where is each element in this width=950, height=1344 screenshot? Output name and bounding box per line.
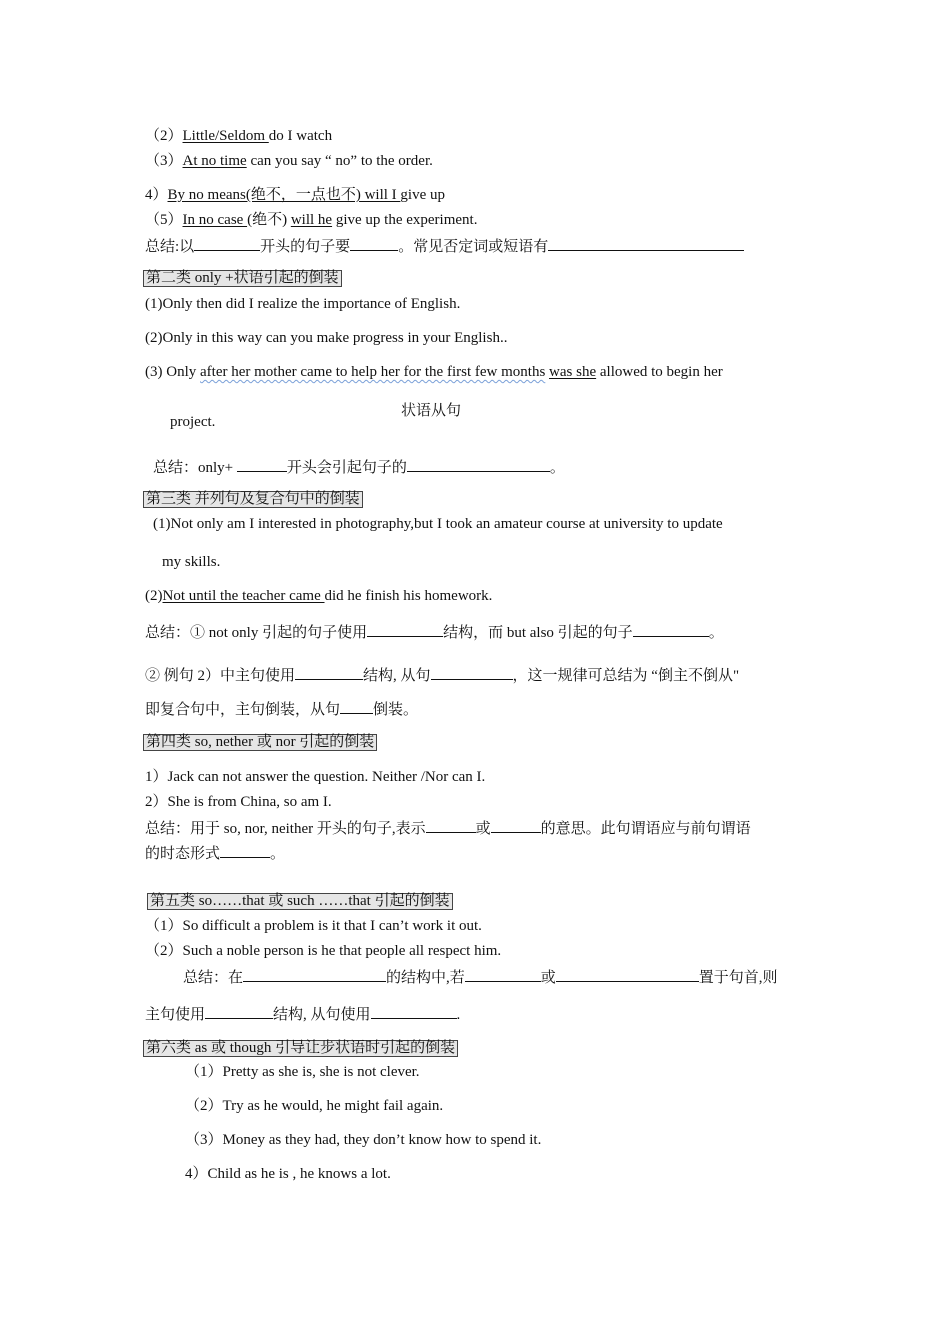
annotation-label: 状语从句 [401,403,462,419]
section-header: 第六类 as 或 though 引导让步状语时引起的倒装 [143,1040,458,1057]
underlined-phrase: In no case [182,212,248,228]
fill-blank[interactable] [340,700,373,714]
summary-text: ，这一规律可总结为 “倒主不倒从" [512,668,740,684]
underlined-phrase: will he [290,212,333,228]
fill-blank[interactable] [205,1005,273,1019]
summary-text: 结构，而 but also 引起的句子 [443,625,633,641]
summary-text: 总结:以 [145,239,195,255]
example-line [145,154,433,169]
example-line [145,365,723,380]
example-text: (绝不) [247,212,291,228]
fill-blank[interactable] [371,1005,457,1019]
example-line: 1）Jack can not answer the question. Neither /Nor can I. [145,769,486,785]
underlined-phrase: By no means(绝不，一点也不) will I [167,187,401,203]
fill-blank[interactable] [237,458,287,472]
summary-text: 开头会引起句子的 [286,460,407,476]
summary-text: 。 [708,625,724,641]
summary-text: 总结：用于 so, nor, neither 开头的句子,表示 [145,821,426,837]
summary-text: . [456,1007,461,1023]
summary-text: 。 [270,846,286,862]
example-text: allowed to begin her [596,364,723,380]
summary-line [145,237,744,255]
example-number: （3） [145,153,183,169]
summary-text: ② 例句 2）中主句使用 [145,668,296,684]
example-line: (1)Only then did I realize the importance of English. [145,296,461,312]
example-line: （1）Pretty as she is, she is not clever. [185,1064,420,1080]
fill-blank[interactable] [367,623,443,637]
summary-line [145,666,739,684]
example-continuation: my skills. [162,554,221,570]
example-line: （2）Try as he would, he might fail again. [185,1098,444,1114]
example-line [145,213,477,228]
summary-text: 的时态形式 [145,846,221,862]
summary-text: 总结：① not only 引起的句子使用 [145,625,368,641]
fill-blank[interactable] [243,968,386,982]
summary-text: 的意思。此句谓语应与前句谓语 [540,821,751,837]
example-line: 4）Child as he is , he knows a lot. [185,1166,391,1182]
example-line [145,188,445,203]
fill-blank[interactable] [556,968,699,982]
example-text: do I watch [268,128,333,144]
summary-text: 即复合句中，主句倒装，从句 [145,702,341,718]
summary-text: 倒装。 [373,702,419,718]
fill-blank[interactable] [633,623,709,637]
summary-line [145,819,751,837]
section-header: 第二类 only +状语引起的倒装 [143,270,342,287]
summary-text: 总结：在 [183,970,244,986]
summary-text: 主句使用 [145,1007,206,1023]
fill-blank[interactable] [295,666,363,680]
example-continuation: project. [170,414,216,430]
summary-line [183,968,778,986]
summary-text: 或 [540,970,556,986]
section-header: 第五类 so……that 或 such ……that 引起的倒装 [147,893,453,910]
example-number: 4） [145,187,168,203]
summary-text: 总结：only+ [153,460,237,476]
summary-line [153,458,565,476]
example-text: give up [400,187,445,203]
example-number: （5） [145,212,183,228]
example-number: （2） [145,128,183,144]
underlined-phrase: At no time [182,153,247,169]
fill-blank[interactable] [491,819,541,833]
adverbial-clause: after her mother came to help her for the first few months [200,364,546,380]
example-text: did he finish his homework. [324,588,493,604]
example-line: 2）She is from China, so am I. [145,794,332,810]
example-line: （1）So difficult a problem is it that I can’t work it out. [145,918,482,934]
fill-blank[interactable] [548,237,744,251]
fill-blank[interactable] [465,968,541,982]
summary-text: 开头的句子要 [260,239,351,255]
summary-text: 结构, 从句 [363,668,431,684]
fill-blank[interactable] [426,819,476,833]
summary-text: 。 [549,460,565,476]
summary-line [145,844,285,862]
summary-text: 。常见否定词或短语有 [398,239,549,255]
fill-blank[interactable] [220,844,270,858]
example-line: (1)Not only am I interested in photography,but I took an amateur course at university to update [153,516,723,532]
summary-line [145,700,418,718]
underlined-phrase: was she [549,364,597,380]
example-line: （3）Money as they had, they don’t know how to spend it. [185,1132,542,1148]
summary-text: 结构, 从句使用 [273,1007,371,1023]
example-text: give up the experiment. [332,212,478,228]
fill-blank[interactable] [194,237,260,251]
example-line: (2)Only in this way can you make progress in your English.. [145,330,508,346]
example-number: (2) [145,588,163,604]
underlined-phrase: Little/Seldom [182,128,269,144]
example-line: （2）Such a noble person is he that people all respect him. [145,943,502,959]
underlined-phrase: Not until the teacher came [162,588,325,604]
summary-line [145,1005,460,1023]
summary-text: 或 [475,821,491,837]
section-header: 第三类 并列句及复合句中的倒装 [143,491,363,508]
summary-text: 的结构中,若 [386,970,465,986]
section-header: 第四类 so, nether 或 nor 引起的倒装 [143,734,377,751]
summary-text: 置于句首,则 [698,970,778,986]
fill-blank[interactable] [350,237,398,251]
fill-blank[interactable] [407,458,550,472]
example-line [145,129,332,144]
example-text: (3) Only [145,364,200,380]
example-text: can you say “ no” to the order. [246,153,433,169]
example-line [145,589,492,604]
fill-blank[interactable] [431,666,513,680]
summary-line [145,623,724,641]
